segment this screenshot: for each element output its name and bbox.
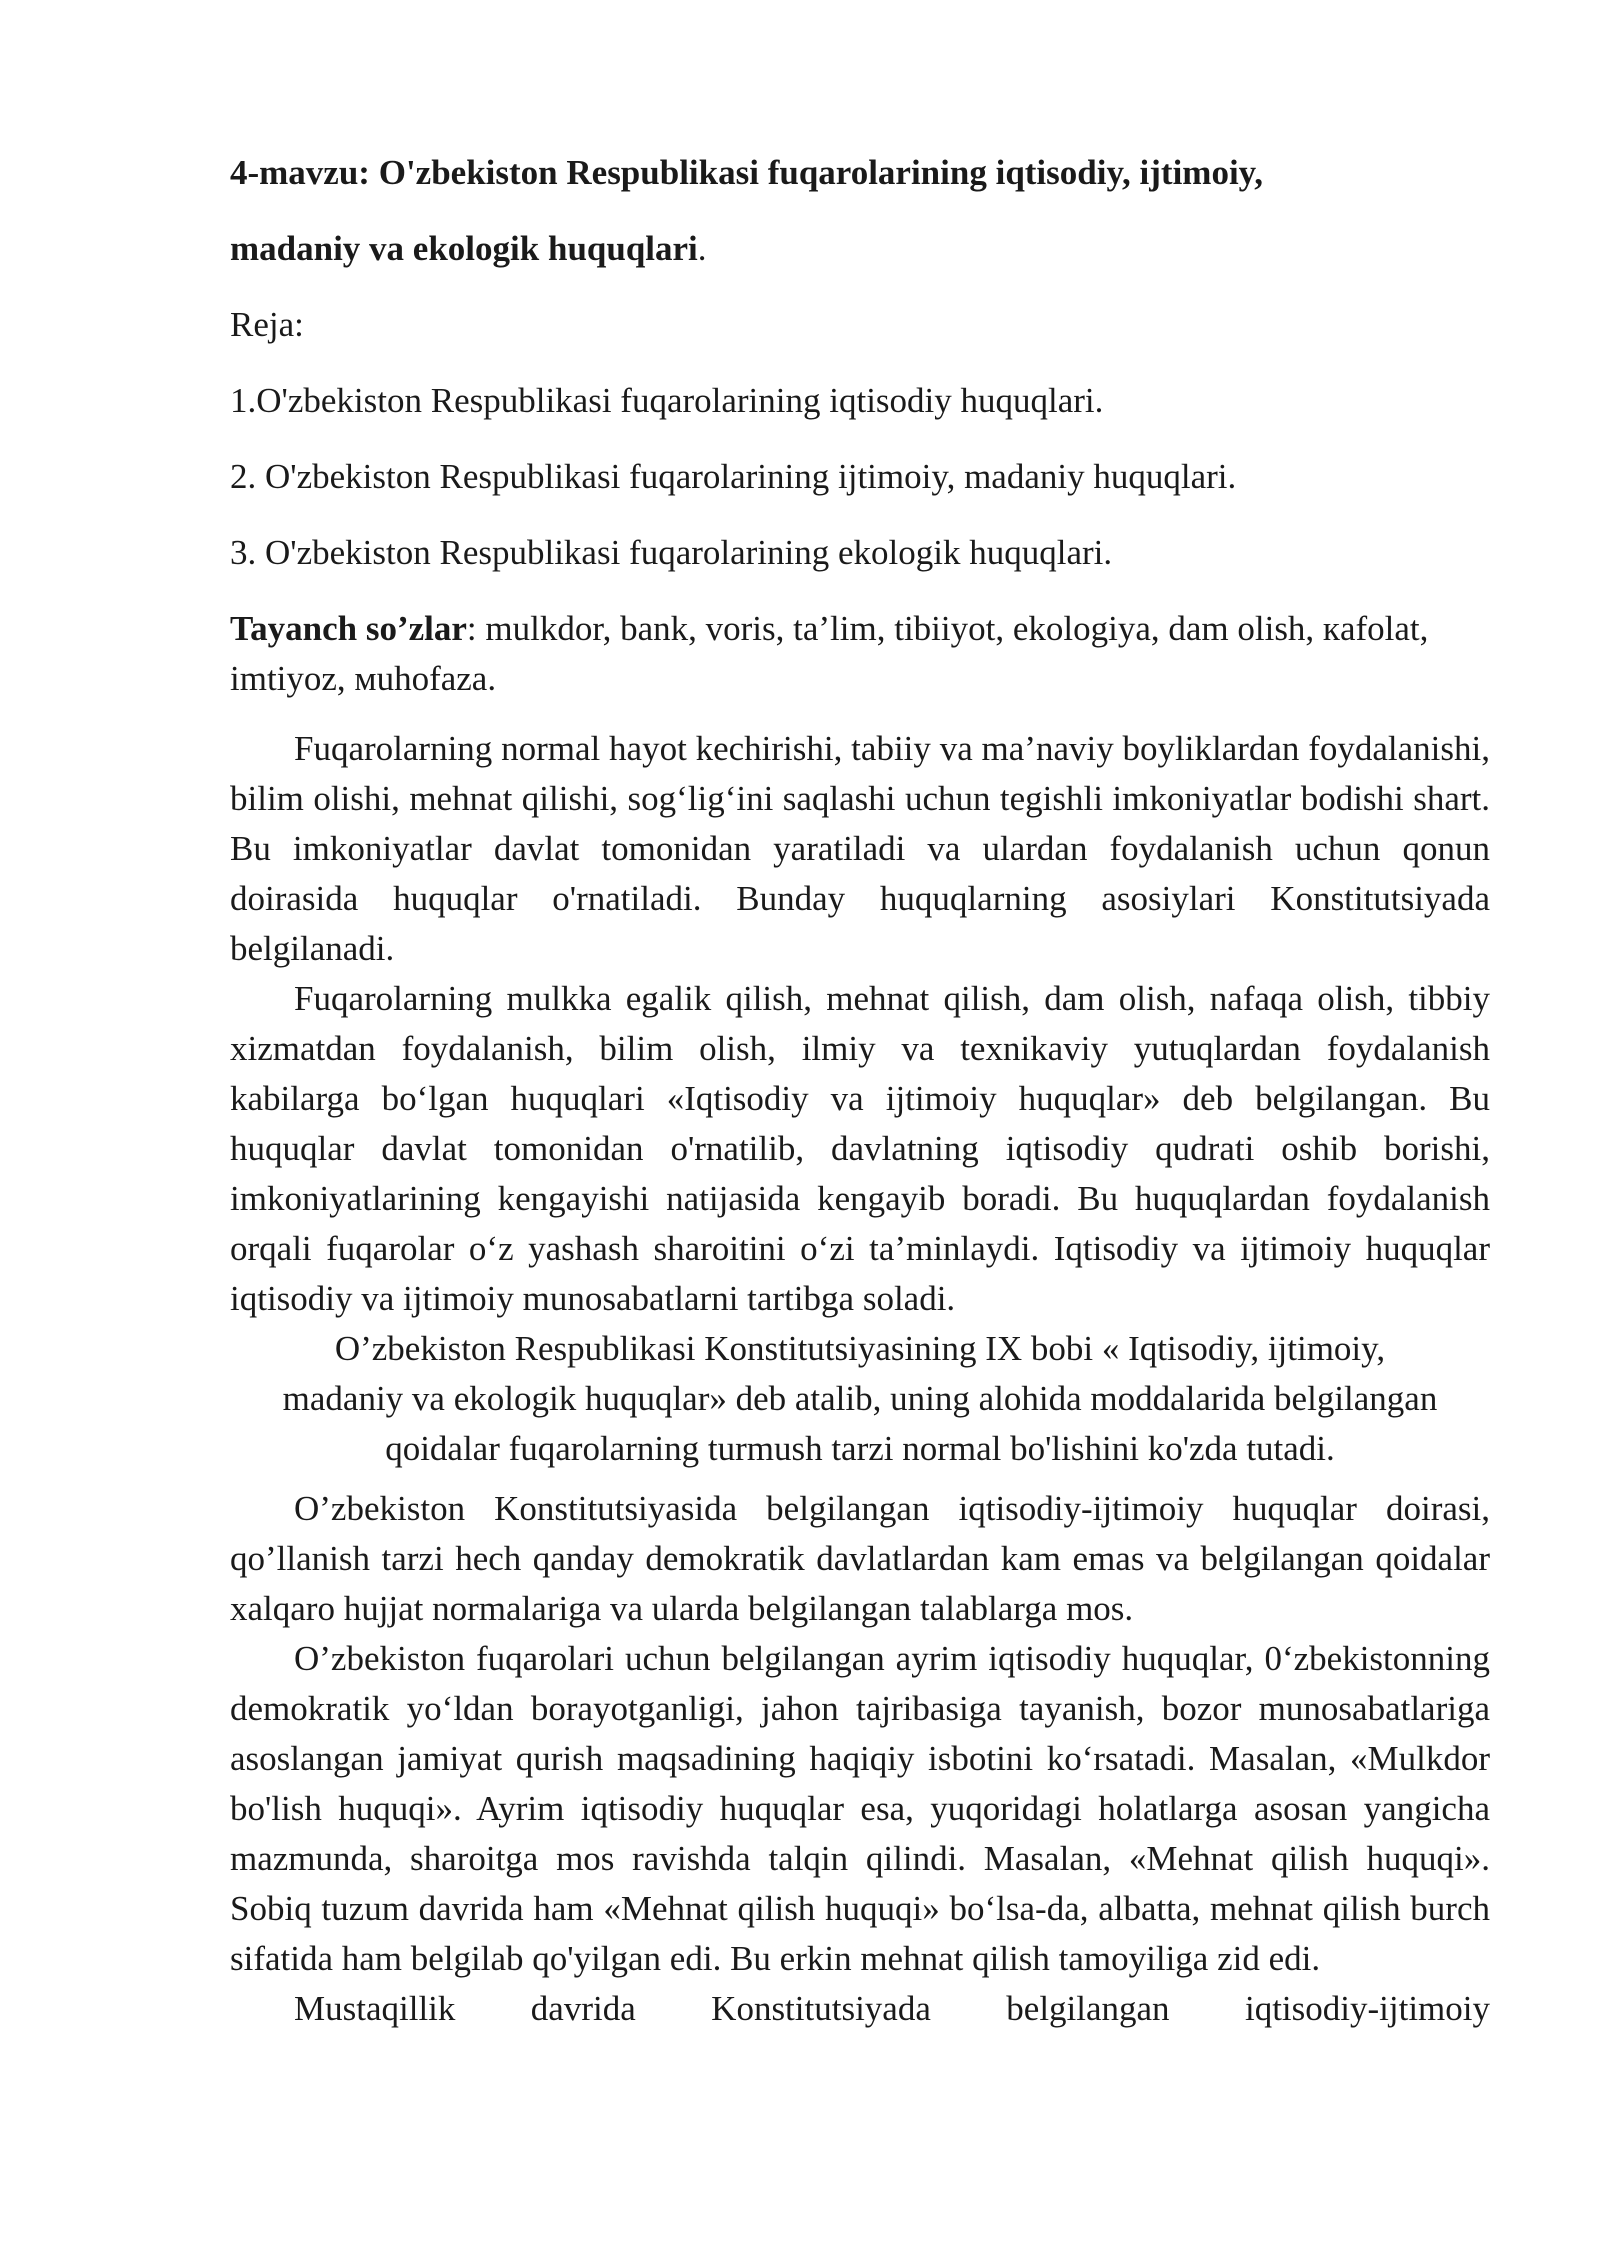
body-paragraph: O’zbekiston fuqarolari uchun belgilangan ayrim iqtisodiy huquqlar, 0‘zbekistonning demokratik yo‘ldan borayotganligi, jahon tajribasiga tayanish, bozor munosabatlariga asoslangan jamiyat qurish maqsadining haqiqiy isbotini ko‘rsatadi. Masalan, «Mulkdor bo'lish huquqi». Ayrim iqtisodiy huquqlar esa, yuqoridagi holatlarga asosan yangicha mazmunda, sharoitga mos ravishda talqin qilindi. Masalan, «Mehnat qilish huquqi». Sobiq tuzum davrida ham «Mehnat qilish huquqi» bo‘lsa-da, albatta, mehnat qilish burch sifatida ham belgilab qo'yilgan edi. Bu erkin mehnat qilish tamoyiliga zid edi.	[230, 1639, 1490, 1978]
centered-block	[230, 1324, 1490, 1474]
topic-title-text: madaniy va ekologik huquqlari	[230, 229, 698, 268]
plan-item: 2. O'zbekiston Respublikasi fuqarolarining ijtimoiy, madaniy huquqlari.	[230, 457, 1237, 496]
centered-line: O’zbekiston Respublikasi Konstitutsiyasining IX bobi « Iqtisodiy, ijtimoiy,	[334, 1329, 1386, 1368]
topic-title-line-2	[230, 224, 1490, 274]
topic-title-period: .	[697, 229, 707, 268]
plan-item: 1.O'zbekiston Respublikasi fuqarolarining iqtisodiy huquqlari.	[230, 381, 1104, 420]
document-page	[230, 148, 1490, 2034]
body-paragraph-start: Mustaqillik davrida Konstitutsiyada belgilangan iqtisodiy-ijtimoiy	[294, 1989, 1490, 2028]
keywords-list: : mulkdor, bank, voris, ta’lim, tibiiyot, ekologiya, dam olish, кafolat, imtiyoz, мuhofaza.	[230, 609, 1429, 698]
body-paragraph: Fuqarolarning mulkka egalik qilish, mehnat qilish, dam olish, nafaqa olish, tibbiy xizmatdan foydalanish, bilim olish, ilmiy va texnikaviy yutuqlardan foydalanish kabilarga bo‘lgan huquqlari «Iqtisodiy va ijtimoiy huquqlar» deb belgilangan. Bu huquqlar davlat tomonidan o'rnatilib, davlatning iqtisodiy qudrati oshib borishi, imkoniyatlarining kengayishi natijasida kengayib boradi. Bu huquqlardan foydalanish orqali fuqarolar o‘z yashash sharoitini o‘zi ta’minlaydi. Iqtisodiy va ijtimoiy huquqlar iqtisodiy va ijtimoiy munosabatlarni tartibga soladi.	[230, 979, 1490, 1318]
plan-label: Reja:	[230, 305, 304, 344]
centered-line: qoidalar fuqarolarning turmush tarzi normal bo'lishini ko'zda tutadi.	[385, 1429, 1335, 1468]
keywords-line	[230, 604, 1490, 704]
plan-item: 3. O'zbekiston Respublikasi fuqarolarining ekologik huquqlari.	[230, 533, 1113, 572]
keywords-label: Tayanch so’zlar	[230, 609, 467, 648]
body-paragraph: Fuqarolarning normal hayot kechirishi, tabiiy va ma’naviy boyliklardan foydalanishi, bilim olishi, mehnat qilishi, sog‘lig‘ini saqlashi uchun tegishli imkoniyatlar bodishi shart. Bu imkoniyatlar davlat tomonidan yaratiladi va ulardan foydalanish uchun qonun doirasida huquqlar o'rnatiladi. Bunday huquqlarning asosiylari Konstitutsiyada belgilanadi.	[230, 729, 1490, 968]
topic-title-line-1: 4-mavzu: O'zbekiston Respublikasi fuqarolarining iqtisodiy, ijtimoiy,	[230, 153, 1263, 192]
centered-line: madaniy va ekologik huquqlar» deb atalib, uning alohida moddalarida belgilangan	[282, 1379, 1438, 1418]
body-paragraph: O’zbekiston Konstitutsiyasida belgilangan iqtisodiy-ijtimoiy huquqlar doirasi, qo’llanish tarzi hech qanday demokratik davlatlardan kam emas va belgilangan qoidalar xalqaro hujjat normalariga va ularda belgilangan talablarga mos.	[230, 1489, 1490, 1628]
